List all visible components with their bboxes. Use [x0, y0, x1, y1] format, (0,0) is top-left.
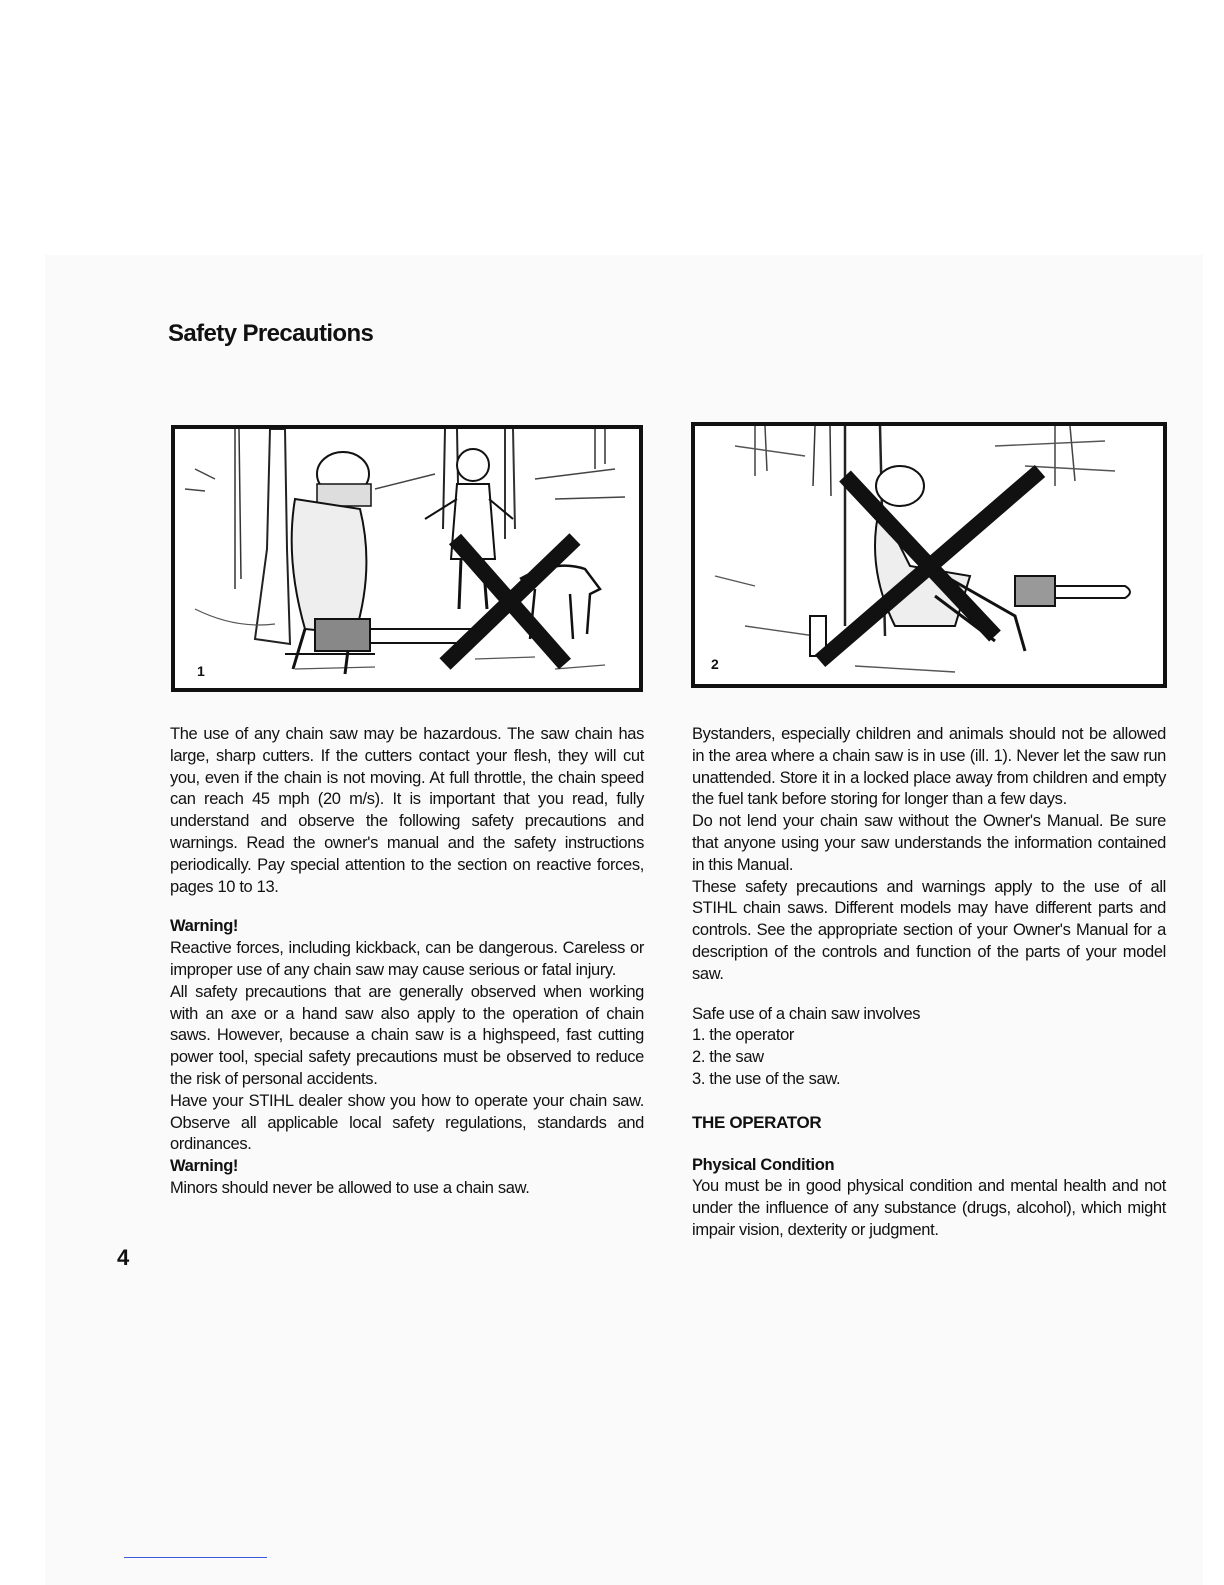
bystanders-paragraph: Bystanders, especially children and animals should not be allowed in the area where a chain saw is in use (ill. 1). Never let the saw run unattended. Store it in a locked place away from children and empty the fuel tank before storing for longer than a few days.	[692, 725, 1166, 809]
list-item: 1. the operator	[692, 1026, 795, 1045]
operator-heading: THE OPERATOR	[692, 1112, 822, 1132]
warning-label: Warning!	[170, 1157, 239, 1176]
physical-condition-paragraph: You must be in good physical condition and mental health and not under the influence of any substance (drugs, alcohol), which might impair vision, dexterity or judgment.	[692, 1177, 1166, 1239]
footer-rule	[124, 1557, 267, 1558]
minors-warning-paragraph: Minors should never be allowed to use a chain saw.	[170, 1178, 530, 1197]
apply-paragraph: These safety precautions and warnings apply to the use of all STIHL chain saws. Different models may have different parts and controls. See the appropriate section of your Owner's Manual for a description of the controls and function of the parts of your model saw.	[692, 877, 1166, 983]
page-title: Safety Precautions	[168, 320, 374, 347]
list-item: 2. the saw	[692, 1048, 764, 1067]
warning-label: Warning!	[170, 917, 239, 936]
page-number: 4	[117, 1245, 130, 1270]
warning-paragraph: Reactive forces, including kickback, can be dangerous. Careless or improper use of any chain saw may cause serious or fatal injury.	[170, 939, 644, 979]
lend-paragraph: Do not lend your chain saw without the Owner's Manual. Be sure that anyone using your saw understands the information contained in this Manual.	[692, 812, 1166, 874]
right-column	[692, 724, 1166, 1242]
dealer-paragraph: Have your STIHL dealer show you how to operate your chain saw. Observe all applicable local safety regulations, standards and ordinances.	[170, 1091, 644, 1154]
unattended-saw-prohibited-illustration	[695, 426, 1163, 684]
physical-condition-heading: Physical Condition	[692, 1155, 835, 1174]
list-item: 3. the use of the saw.	[692, 1069, 841, 1088]
general-precautions-paragraph: All safety precautions that are generally observed when working with an axe or a hand saw also apply to the operation of chain saws. However, because a chain saw is a highspeed, fast cutting power tool, special safety precautions must be observed to reduce the risk of personal accidents.	[170, 982, 644, 1088]
bystanders-prohibited-illustration	[175, 429, 639, 688]
illustration-2	[691, 422, 1167, 688]
figure-number: 1	[197, 663, 205, 679]
illustration-1	[171, 425, 643, 692]
safe-use-intro: Safe use of a chain saw involves	[692, 1004, 921, 1023]
figure-number: 2	[711, 656, 719, 672]
left-column	[170, 724, 644, 1200]
intro-paragraph: The use of any chain saw may be hazardous. The saw chain has large, sharp cutters. If the cutters contact your flesh, they will cut you, even if the chain is not moving. At full throttle, the chain speed can reach 45 mph (20 m/s). It is important that you read, fully understand and observe the following safety precautions and warnings. Read the owner's manual and the safety instructions periodically. Pay special attention to the section on reactive forces, pages 10 to 13.	[170, 725, 644, 896]
